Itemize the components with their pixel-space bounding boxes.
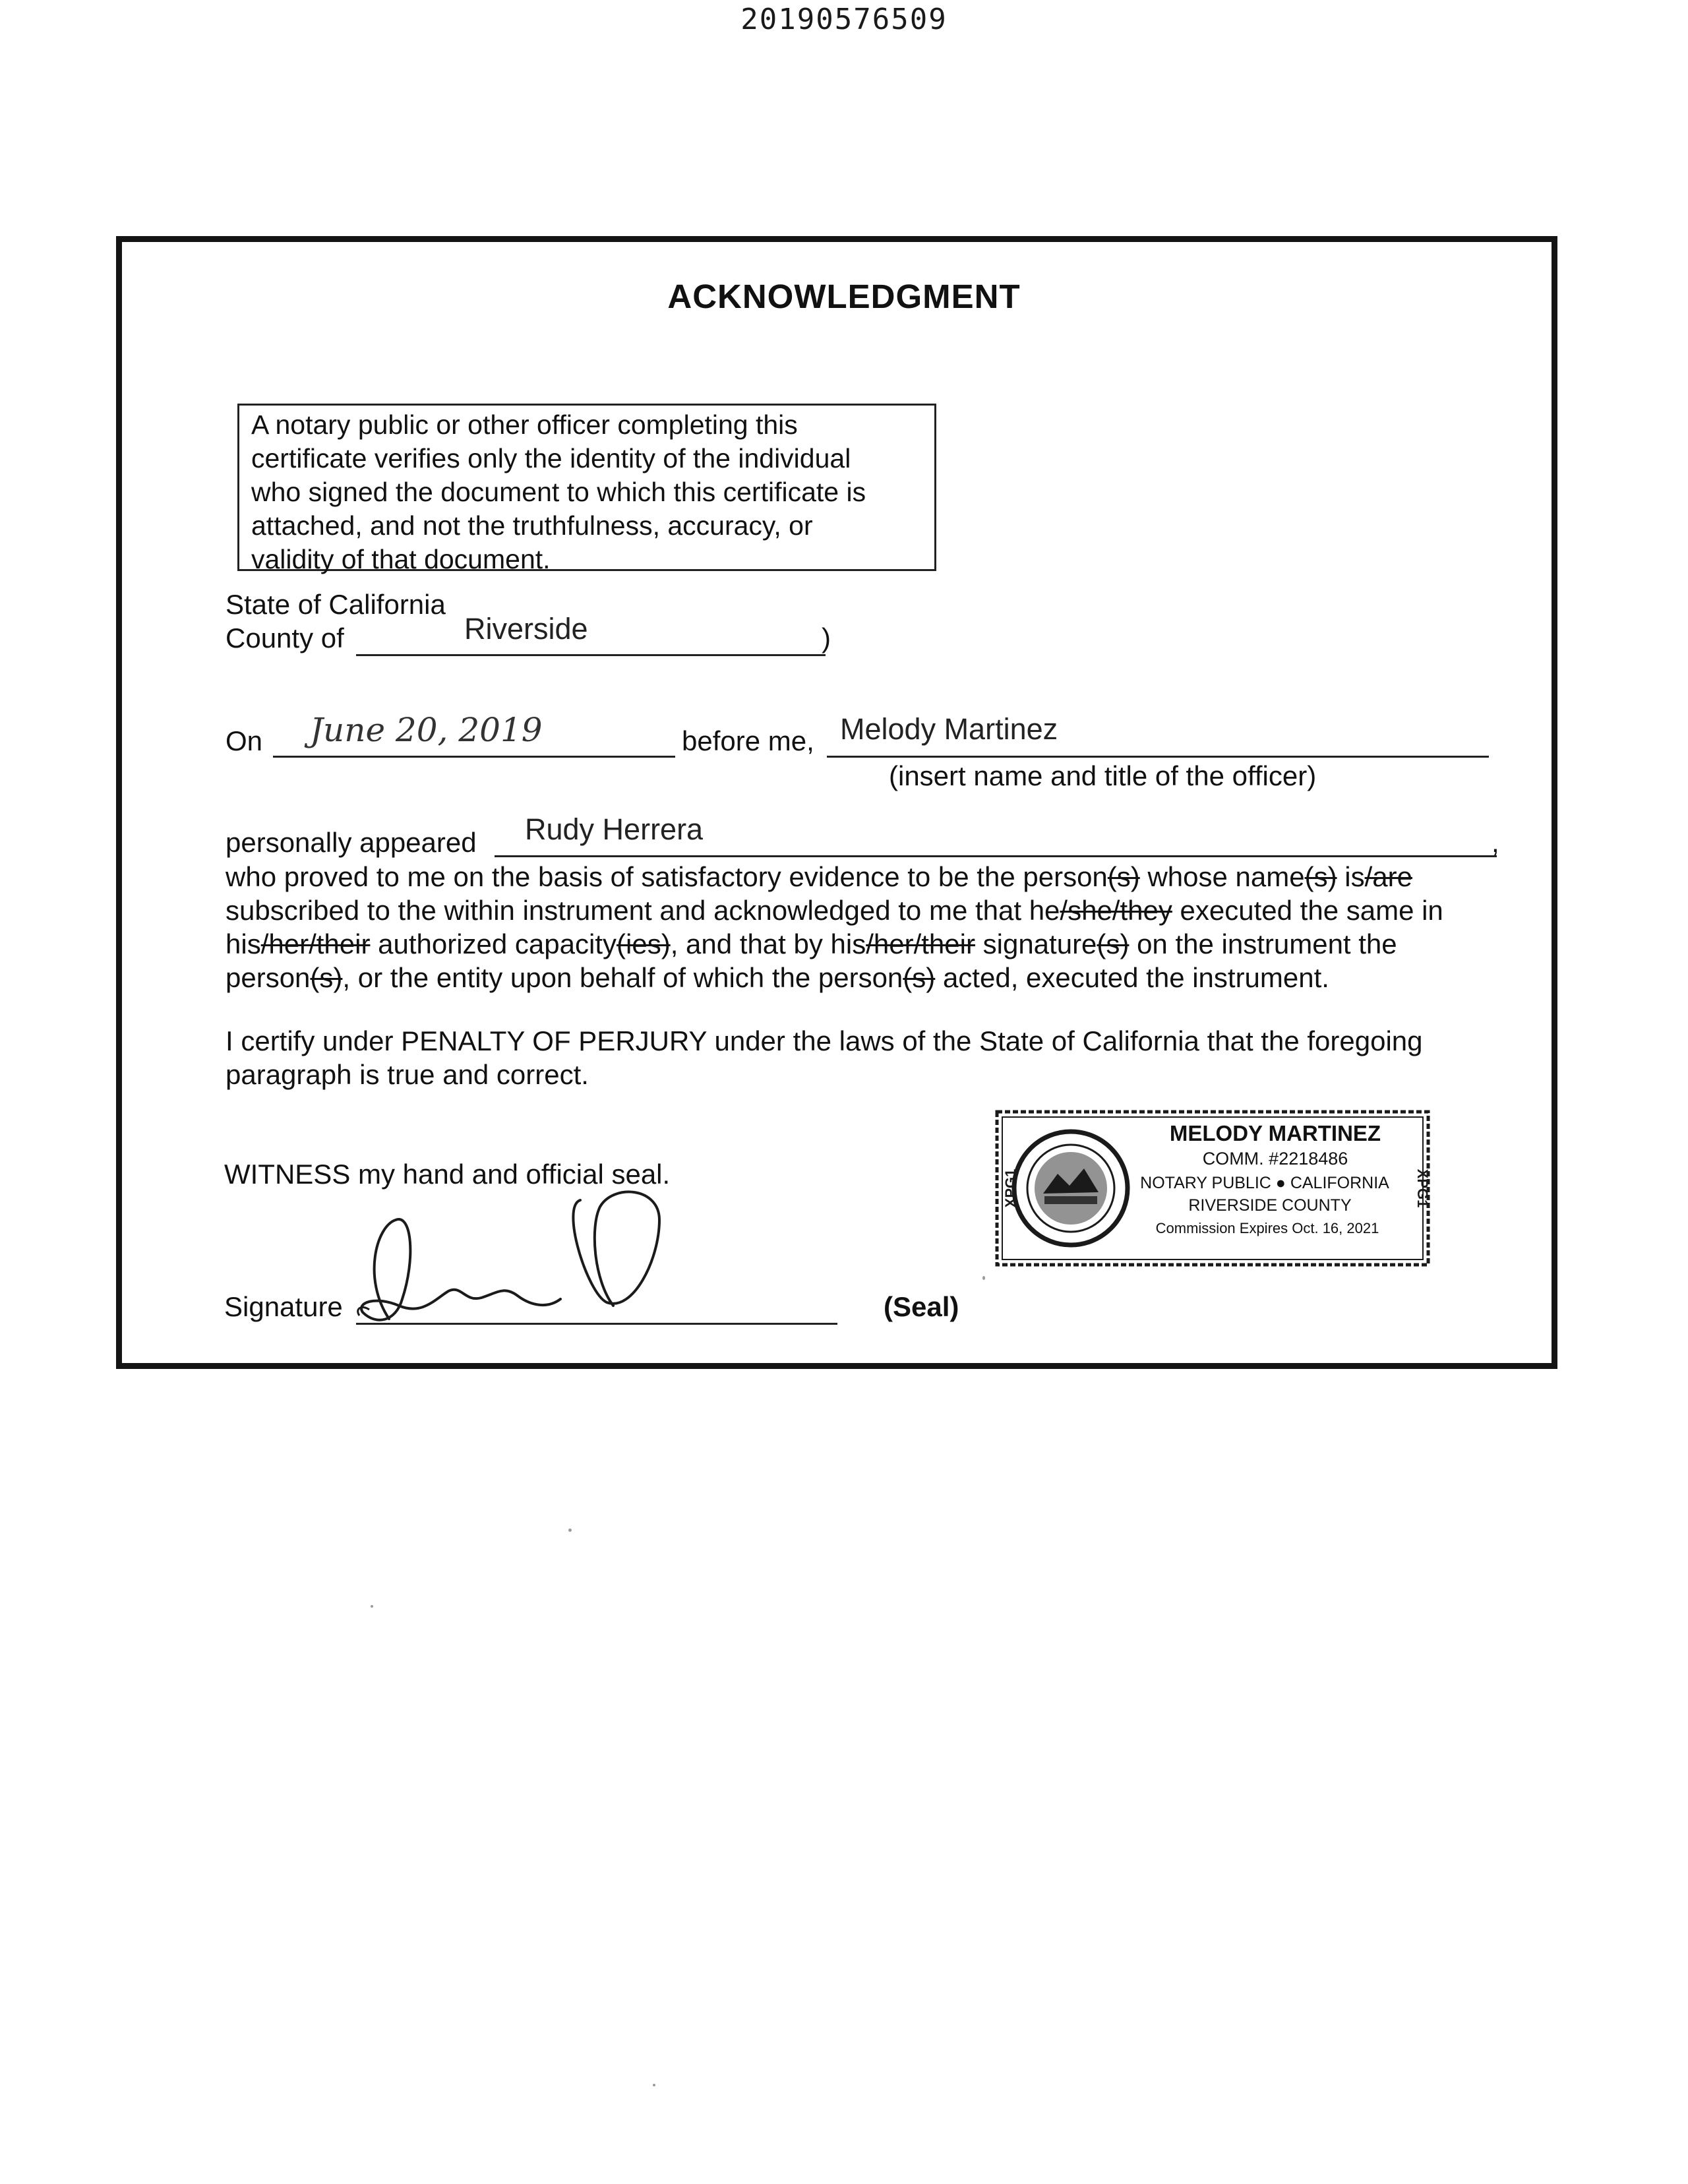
officer-hint: (insert name and title of the officer) (889, 760, 1317, 791)
certify-paragraph (226, 1024, 1423, 1091)
paragraph-line: who proved to me on the basis of satisfactory evidence to be the person(s) whose name(s) is/are (226, 861, 1412, 892)
document-number: 20190576509 (740, 3, 948, 36)
seal-side-code-right: XPG1 (1414, 1168, 1431, 1208)
on-label: On (226, 725, 263, 756)
notice-line: attached, and not the truthfulness, accuracy, or (251, 510, 813, 541)
signature-label: Signature (224, 1291, 343, 1322)
seal-commission: COMM. #2218486 (1202, 1149, 1348, 1168)
seal-name: MELODY MARTINEZ (1169, 1121, 1381, 1145)
scan-speck (653, 2084, 655, 2086)
scan-speck (371, 1605, 373, 1608)
notice-line: certificate verifies only the identity of the individual (251, 443, 851, 473)
notary-seal-stamp (992, 1108, 1433, 1269)
scan-speck (568, 1529, 572, 1532)
seal-county: RIVERSIDE COUNTY (1188, 1196, 1352, 1215)
seal-expires: Commission Expires Oct. 16, 2021 (1155, 1220, 1379, 1236)
notice-line: validity of that document. (251, 544, 551, 574)
certify-line: paragraph is true and correct. (226, 1059, 589, 1090)
seal-title: NOTARY PUBLIC ● CALIFORNIA (1140, 1174, 1389, 1192)
before-me-label: before me, (682, 725, 814, 756)
paragraph-line: subscribed to the within instrument and acknowledged to me that he/she/they executed the same in (226, 895, 1443, 926)
handwritten-signature (349, 1180, 706, 1335)
county-label: County of (226, 622, 344, 653)
date-handwritten: June 20, 2019 (310, 711, 543, 749)
certify-line: I certify under PENALTY OF PERJURY under the laws of the State of California that the foregoing (226, 1025, 1423, 1056)
state-label: State of California (226, 589, 446, 620)
notice-line: A notary public or other officer completing this (251, 410, 798, 440)
appeared-name: Rudy Herrera (525, 812, 704, 846)
paragraph-line: person(s), or the entity upon behalf of which the person(s) acted, executed the instrument. (226, 962, 1329, 993)
paragraph-line: his/her/their authorized capacity(ies), and that by his/her/their signature(s) on the instrument the (226, 928, 1397, 959)
witness-label: WITNESS my hand and official seal. (224, 1159, 671, 1190)
officer-name: Melody Martinez (840, 712, 1058, 746)
county-value: Riverside (464, 612, 588, 646)
notice-box (237, 404, 936, 574)
seal-side-code-left: XPG1 (1002, 1168, 1019, 1208)
personally-appeared-label: personally appeared (226, 827, 477, 858)
notice-line: who signed the document to which this certificate is (251, 477, 866, 507)
county-line (356, 654, 826, 656)
officer-line (827, 756, 1489, 758)
date-line (273, 756, 675, 758)
appeared-line (495, 855, 1497, 857)
form-title: ACKNOWLEDGMENT (667, 278, 1021, 315)
acknowledgment-paragraph (226, 860, 1443, 994)
seal-label: (Seal) (884, 1291, 959, 1322)
appeared-comma: , (1492, 827, 1499, 858)
county-close-paren: ) (822, 622, 831, 653)
scan-speck (982, 1276, 985, 1280)
